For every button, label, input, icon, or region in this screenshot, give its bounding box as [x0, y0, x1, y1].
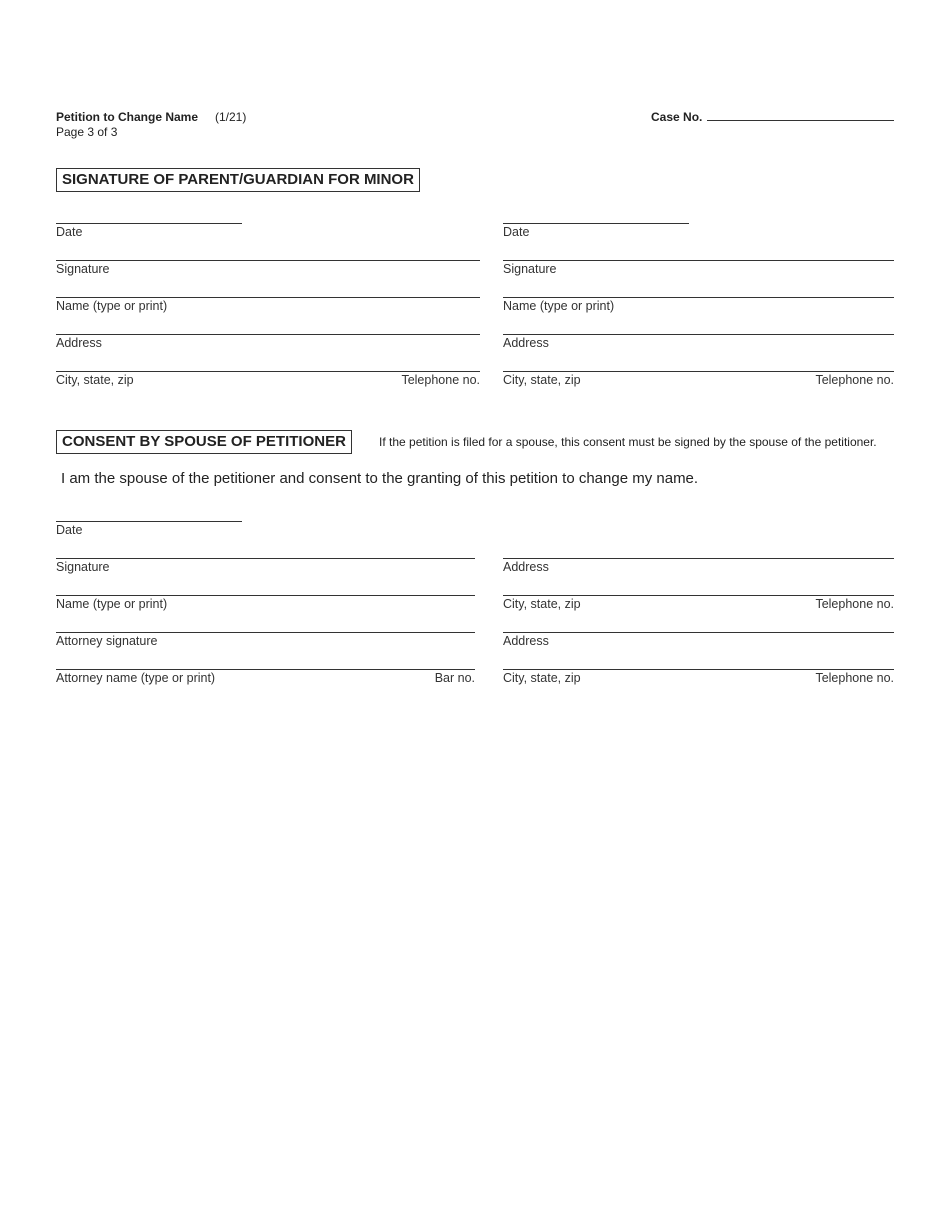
- parent-left-address-field[interactable]: [56, 334, 480, 351]
- field-label: Date: [503, 225, 530, 239]
- attorney-signature-field[interactable]: [56, 632, 475, 649]
- field-label-right: Telephone no.: [401, 373, 480, 387]
- form-title: Petition to Change Name: [56, 110, 199, 124]
- field-label: City, state, zip: [503, 671, 581, 685]
- spouse-date-field[interactable]: [56, 521, 242, 538]
- field-label: Attorney signature: [56, 634, 158, 648]
- field-label: Address: [503, 634, 549, 648]
- attorney-name-field[interactable]: [56, 669, 475, 686]
- case-no-label: Case No.: [651, 110, 703, 124]
- field-label: Name (type or print): [503, 299, 615, 313]
- parent-right-address-field[interactable]: [503, 334, 894, 351]
- parent-right-city-field[interactable]: [503, 371, 894, 388]
- spouse-name-field[interactable]: [56, 595, 475, 612]
- spouse-consent-statement: I am the spouse of the petitioner and consent to the granting of this petition to change my name.: [61, 470, 699, 487]
- field-label: Address: [503, 560, 549, 574]
- parent-left-signature-field[interactable]: [56, 260, 480, 277]
- parent-right-signature-field[interactable]: [503, 260, 894, 277]
- page-number: Page 3 of 3: [56, 125, 118, 139]
- field-label-right: Telephone no.: [815, 597, 894, 611]
- case-no-field[interactable]: [707, 120, 894, 121]
- field-label: City, state, zip: [503, 597, 581, 611]
- spouse-signature-field[interactable]: [56, 558, 475, 575]
- field-label-right: Telephone no.: [815, 671, 894, 685]
- field-label: Address: [56, 336, 102, 350]
- field-label: Date: [56, 523, 83, 537]
- field-label-right: Bar no.: [434, 671, 475, 685]
- spouse-section-note: If the petition is filed for a spouse, this consent must be signed by the spouse of the petitioner.: [379, 435, 877, 449]
- field-label: Signature: [503, 262, 557, 276]
- form-version: (1/21): [215, 110, 247, 124]
- attorney-address-field[interactable]: [503, 632, 894, 649]
- parent-right-date-field[interactable]: [503, 223, 689, 240]
- parent-left-city-field[interactable]: [56, 371, 480, 388]
- field-label: Name (type or print): [56, 597, 168, 611]
- spouse-address-field[interactable]: [503, 558, 894, 575]
- attorney-city-field[interactable]: [503, 669, 894, 686]
- field-label: Date: [56, 225, 83, 239]
- spouse-city-field[interactable]: [503, 595, 894, 612]
- field-label: Name (type or print): [56, 299, 168, 313]
- field-label: Signature: [56, 262, 110, 276]
- field-label: Attorney name (type or print): [56, 671, 216, 685]
- field-label: Signature: [56, 560, 110, 574]
- field-label-right: Telephone no.: [815, 373, 894, 387]
- field-label: Address: [503, 336, 549, 350]
- parent-right-name-field[interactable]: [503, 297, 894, 314]
- parent-section-title: SIGNATURE OF PARENT/GUARDIAN FOR MINOR: [56, 168, 420, 192]
- field-label: City, state, zip: [503, 373, 581, 387]
- spouse-section-title: CONSENT BY SPOUSE OF PETITIONER: [56, 430, 352, 454]
- parent-left-name-field[interactable]: [56, 297, 480, 314]
- parent-left-date-field[interactable]: [56, 223, 242, 240]
- field-label: City, state, zip: [56, 373, 134, 387]
